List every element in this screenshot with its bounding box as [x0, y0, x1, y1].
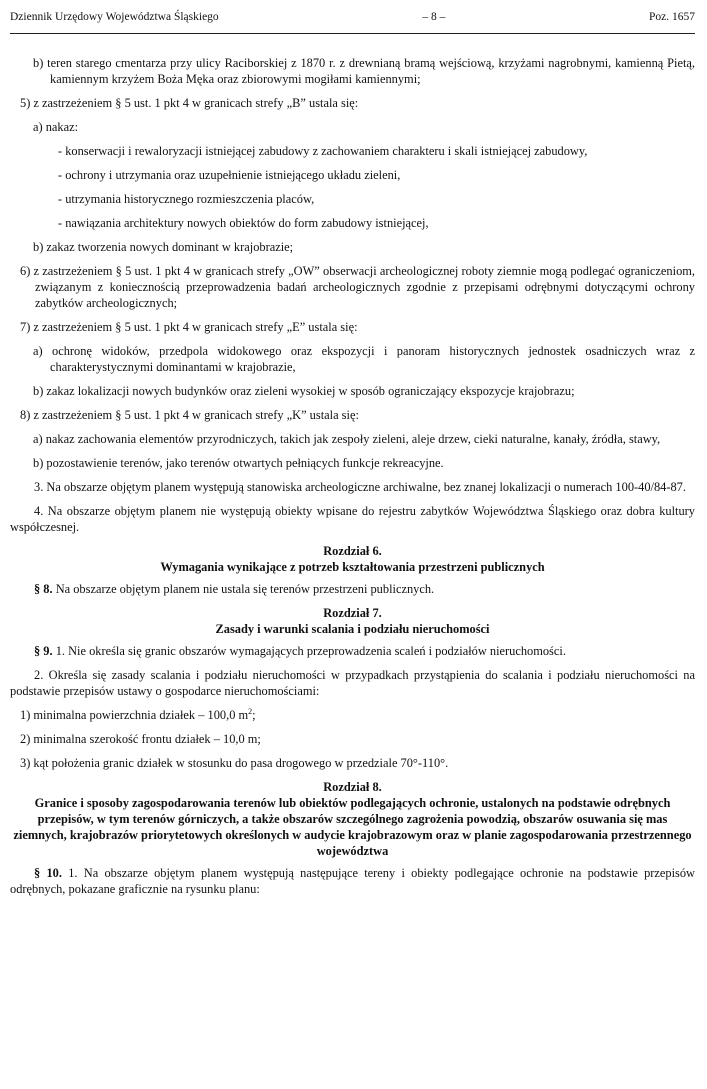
chapter-7-title: Rozdział 7.	[323, 606, 382, 620]
section-9-item-2: 2) minimalna szerokość frontu działek – 10,0 m;	[20, 732, 261, 746]
item-5a-dash-1: - konserwacji i rewaloryzacji istniejącej zabudowy z zachowaniem charakteru i skali istniejącej zabudowy,	[58, 144, 588, 158]
section-8-text: Na obszarze objętym planem nie ustala się terenów przestrzeni publicznych.	[52, 582, 435, 596]
section-9-item-3: 3) kąt położenia granic działek w stosunku do pasa drogowego w przedziale 70°-110°.	[20, 756, 449, 770]
item-7: 7) z zastrzeżeniem § 5 ust. 1 pkt 4 w granicach strefy „E” ustala się:	[20, 320, 358, 334]
section-9-label: § 9.	[34, 644, 53, 658]
section-9-item-1-text: 1) minimalna powierzchnia działek – 100,0 m	[20, 708, 249, 722]
item-5b: b) zakaz tworzenia nowych dominant w krajobrazie;	[33, 240, 294, 254]
section-9-item-1-end: ;	[252, 708, 256, 722]
journal-title: Dziennik Urzędowy Województwa Śląskiego	[10, 11, 219, 23]
item-5a-dash-3: - utrzymania historycznego rozmieszczenia placów,	[58, 192, 315, 206]
section-9-text: 1. Nie określa się granic obszarów wymagających przeprowadzenia scaleń i podziałów nieruchomości.	[52, 644, 566, 658]
chapter-8-title: Rozdział 8.	[323, 780, 382, 794]
paragraph-3: 3. Na obszarze objętym planem występują stanowiska archeologiczne archiwalne, bez znanej lokalizacji o numerach 100-40/84-87.	[34, 480, 686, 494]
chapter-8-subtitle: Granice i sposoby zagospodarowania terenów lub obiektów podlegających ochronie, ustalonych na podstawie odrębnych przepisów, w tym terenów górniczych, a także obszarów szczególnego zagrożenia powodzią, obszarów osuwania się mas ziemnych, krajobrazów priorytetowych określonych w audycie krajobrazowym oraz w planie zagospodarowania przestrzennego województwa	[13, 796, 692, 858]
superscript-2: 2	[248, 706, 253, 716]
item-8b: b) pozostawienie terenów, jako terenów otwartych pełniących funkcje rekreacyjne.	[33, 456, 444, 470]
chapter-6-subtitle: Wymagania wynikające z potrzeb kształtowania przestrzeni publicznych	[160, 560, 545, 574]
item-7a: a) ochronę widoków, przedpola widokowego oraz ekspozycji i panoram historycznych jednostek osadniczych wraz z charakterystycznymi dominantami w krajobrazie,	[33, 344, 695, 374]
item-5: 5) z zastrzeżeniem § 5 ust. 1 pkt 4 w granicach strefy „B” ustala się:	[20, 96, 359, 110]
section-9-paragraph-2: 2. Określa się zasady scalania i podziału nieruchomości w przypadkach przystąpienia do scalania i podziału nieruchomości na podstawie przepisów ustawy o gospodarce nieruchomościami:	[10, 668, 695, 698]
section-10	[10, 865, 695, 897]
section-9	[10, 643, 695, 659]
section-10-label: § 10.	[34, 866, 62, 880]
position-number: Poz. 1657	[649, 11, 695, 23]
item-8: 8) z zastrzeżeniem § 5 ust. 1 pkt 4 w granicach strefy „K” ustala się:	[20, 408, 359, 422]
page-number: – 8 –	[422, 11, 446, 23]
item-5a-dash-4: - nawiązania architektury nowych obiektów do form zabudowy istniejącej,	[58, 216, 429, 230]
paragraph-cemetery: b) teren starego cmentarza przy ulicy Raciborskiej z 1870 r. z drewnianą bramą wejściową, krzyżami nagrobnymi, kamienną Pietą, kamiennym krzyżem Boża Męka oraz zbiorowymi mogiłami kamiennymi;	[33, 56, 695, 86]
paragraph-4: 4. Na obszarze objętym planem nie występują obiekty wpisane do rejestru zabytków Województwa Śląskiego oraz dobra kultury współczesnej.	[10, 504, 695, 534]
page-header	[10, 9, 695, 25]
item-8a: a) nakaz zachowania elementów przyrodniczych, takich jak zespoły zieleni, aleje drzew, cieki naturalne, kanały, źródła, stawy,	[33, 432, 661, 446]
item-5a-dash-2: - ochrony i utrzymania oraz uzupełnienie istniejącego układu zieleni,	[58, 168, 401, 182]
section-8-label: § 8.	[34, 582, 53, 596]
section-8	[10, 581, 695, 597]
header-divider	[10, 33, 695, 34]
item-5a: a) nakaz:	[33, 120, 79, 134]
item-7b: b) zakaz lokalizacji nowych budynków oraz zieleni wysokiej w sposób ograniczający ekspozycje krajobrazu;	[33, 384, 575, 398]
chapter-6-title: Rozdział 6.	[323, 544, 382, 558]
item-6: 6) z zastrzeżeniem § 5 ust. 1 pkt 4 w granicach strefy „OW” obserwacji archeologicznej roboty ziemnie mogą podlegać ograniczeniom, związanym z koniecznością przeprowadzenia badań archeologicznych zgodnie z przepisami odrębnymi dotyczącymi ochrony zabytków archeologicznych;	[20, 264, 695, 310]
section-10-text: 1. Na obszarze objętym planem występują następujące tereny i obiekty podlegające ochronie na podstawie przepisów odrębnych, pokazane graficznie na rysunku planu:	[10, 866, 696, 896]
section-9-item-1	[10, 707, 695, 723]
chapter-7-subtitle: Zasady i warunki scalania i podziału nieruchomości	[215, 622, 490, 636]
document-body	[10, 55, 695, 905]
